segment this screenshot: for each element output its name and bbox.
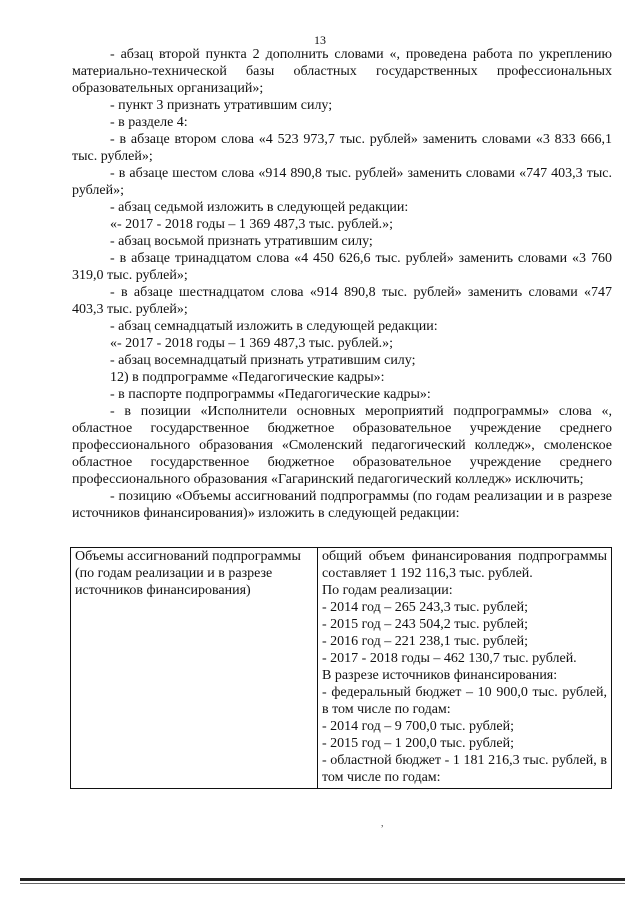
table-line: - 2014 год – 265 243,3 тыс. рублей; (322, 600, 529, 615)
page-number: 13 (314, 33, 326, 47)
scan-speck: , (381, 818, 384, 829)
document-body (72, 46, 612, 522)
paragraph: - в абзаце тринадцатом слова «4 450 626,6 тыс. рублей» заменить словами «3 760 319,0 тыс. рублей»; (72, 251, 612, 283)
table-line: - 2015 год – 1 200,0 тыс. рублей; (322, 736, 515, 751)
table-line: - 2017 - 2018 годы – 462 130,7 тыс. рублей. (322, 651, 577, 666)
paragraph: - в абзаце втором слова «4 523 973,7 тыс. рублей» заменить словами «3 833 666,1 тыс. рублей»; (72, 132, 612, 164)
table-line: По годам реализации: (322, 583, 453, 598)
paragraph: - в разделе 4: (110, 115, 188, 130)
paragraph: - в паспорте подпрограммы «Педагогические кадры»: (110, 387, 431, 402)
paragraph: - в абзаце шестнадцатом слова «914 890,8 тыс. рублей» заменить словами «747 403,3 тыс. рублей»; (72, 285, 612, 317)
table-row (71, 548, 612, 789)
table-line: В разрезе источников финансирования: (322, 668, 558, 683)
table-line: - 2014 год – 9 700,0 тыс. рублей; (322, 719, 515, 734)
paragraph: - абзац седьмой изложить в следующей редакции: (110, 200, 409, 215)
paragraph: - абзац восемнадцатый признать утратившим силу; (110, 353, 416, 368)
table-cell-label: Объемы ассигнований подпрограммы (по годам реализации и в разрезе источников финансирования) (71, 548, 318, 789)
paragraph: 12) в подпрограмме «Педагогические кадры»: (110, 370, 385, 385)
passport-table (70, 547, 612, 789)
paragraph: - абзац семнадцатый изложить в следующей редакции: (110, 319, 438, 334)
scan-edge-line (20, 878, 625, 881)
paragraph: - позицию «Объемы ассигнований подпрограммы (по годам реализации и в разрезе источников финансирования)» изложить в следующей редакции: (72, 489, 612, 521)
paragraph: - в позиции «Исполнители основных мероприятий подпрограммы» слова «, областное государственное бюджетное образовательное учреждение среднего профессионального образования «Смоленский педагогический колледж», смоленское областное государственное бюджетное образовательное учреждение среднего профессионального образования «Гагаринский педагогический колледж» исключить; (72, 404, 612, 487)
table-line: - 2015 год – 243 504,2 тыс. рублей; (322, 617, 529, 632)
table-cell-value (318, 548, 612, 789)
table-line: - 2016 год – 221 238,1 тыс. рублей; (322, 634, 529, 649)
paragraph: «- 2017 - 2018 годы – 1 369 487,3 тыс. рублей.»; (110, 336, 394, 351)
paragraph: - абзац восьмой признать утратившим силу; (110, 234, 373, 249)
scan-edge-line (20, 883, 625, 884)
paragraph: - пункт 3 признать утратившим силу; (110, 98, 333, 113)
table-line: общий объем финансирования подпрограммы составляет 1 192 116,3 тыс. рублей. (322, 549, 607, 581)
paragraph: «- 2017 - 2018 годы – 1 369 487,3 тыс. рублей.»; (110, 217, 394, 232)
table-line: - федеральный бюджет – 10 900,0 тыс. рублей, в том числе по годам: (322, 685, 607, 717)
paragraph: - абзац второй пункта 2 дополнить словами «, проведена работа по укреплению материально-технической базы областных государственных профессиональных образовательных организаций»; (72, 47, 612, 96)
paragraph: - в абзаце шестом слова «914 890,8 тыс. рублей» заменить словами «747 403,3 тыс. рублей»; (72, 166, 612, 198)
table-line: - областной бюджет - 1 181 216,3 тыс. рублей, в том числе по годам: (322, 753, 607, 785)
